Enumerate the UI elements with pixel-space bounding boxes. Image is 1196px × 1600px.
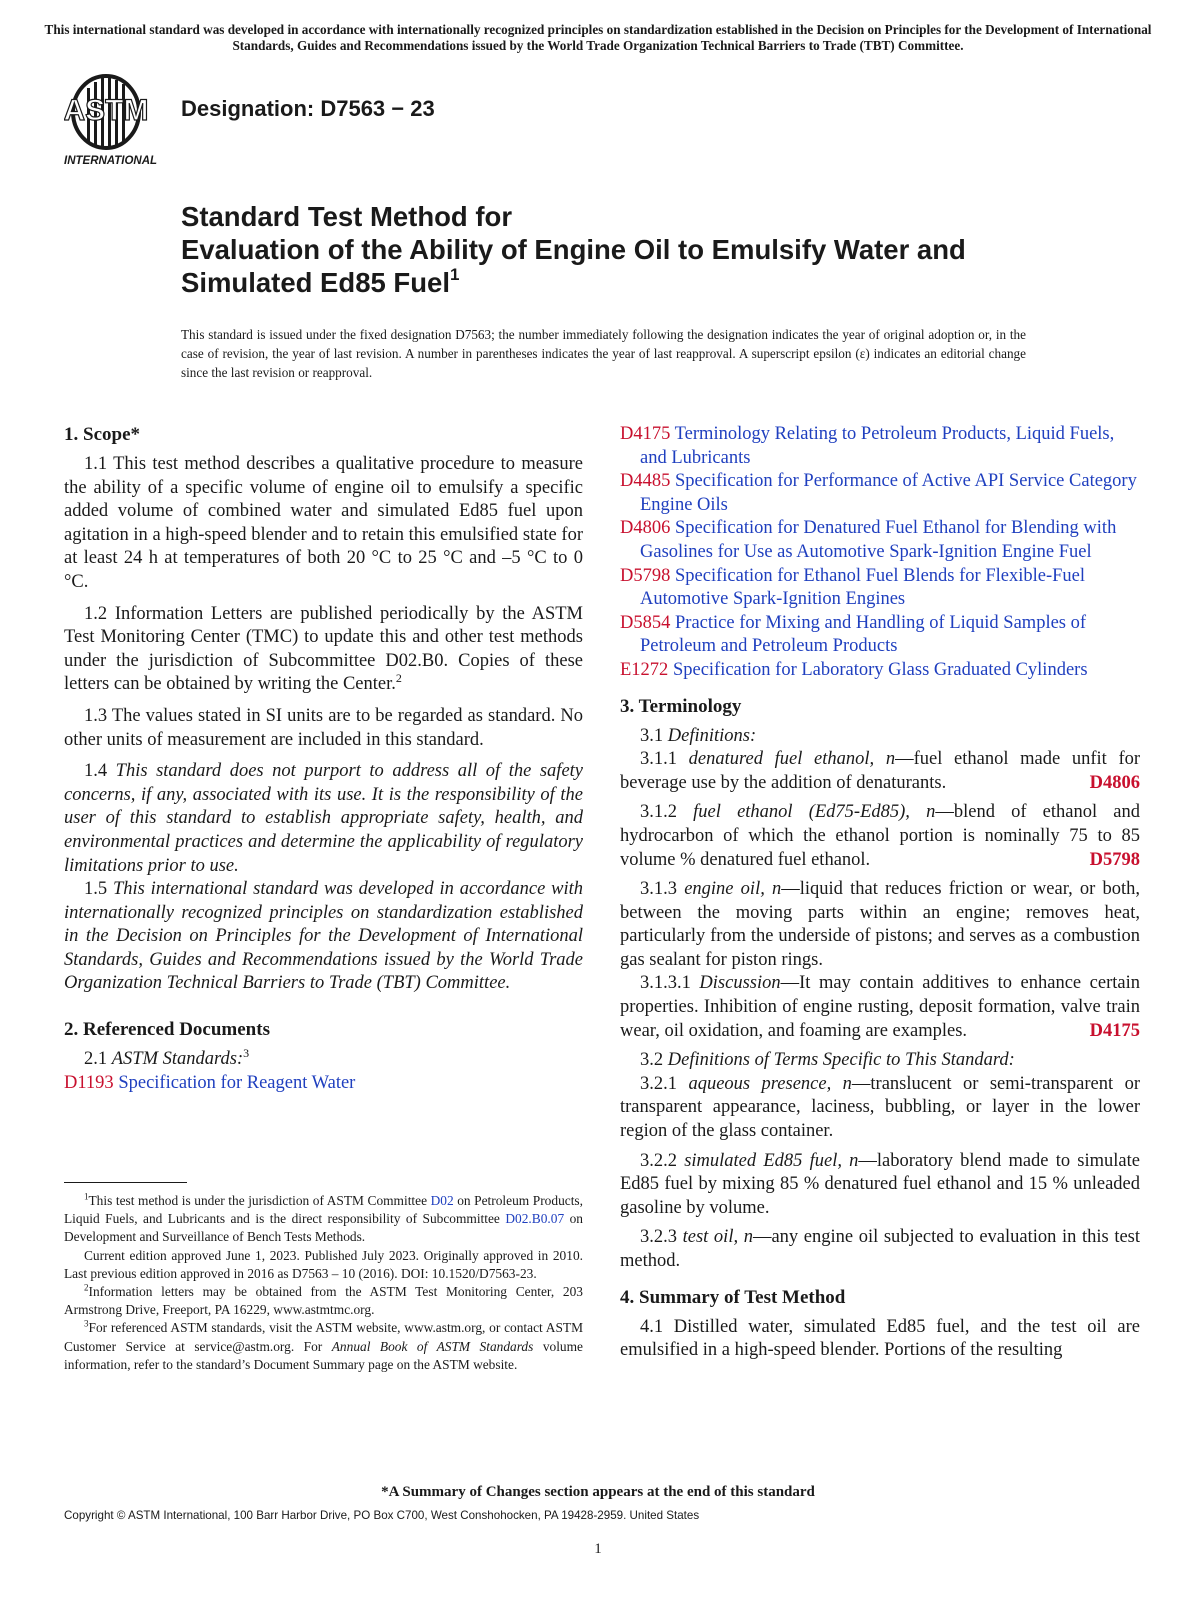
para-1-3: 1.3 The values stated in SI units are to be regarded as standard. No other units of measurement are included in this standard.	[64, 705, 583, 750]
footnote-text: on Development and Surveillance of Bench Tests Methods.	[64, 1211, 583, 1245]
ref-title[interactable]: Specification for Laboratory Glass Graduated Cylinders	[672, 659, 1088, 680]
term-num: 3.2.3	[640, 1227, 677, 1248]
para-3-1-num: 3.1	[640, 725, 664, 746]
para-2-1-text: ASTM Standards:	[111, 1049, 244, 1070]
footnote-mark: 2	[84, 1282, 89, 1293]
para-3-2-num: 3.2	[640, 1050, 664, 1071]
ref-title[interactable]: Specification for Reagent Water	[118, 1072, 356, 1093]
term-definition: —blend of ethanol and hydrocarbon of which the ethanol portion is nominally 75 to 85 volume % denatured fuel ethanol.	[620, 802, 1140, 870]
astm-logo-mark	[64, 72, 166, 168]
footnote-3	[64, 1319, 583, 1374]
term-definition: —It may contain additives to enhance certain properties. Inhibition of engine rusting, deposit formation, valve train wear, oil oxidation, and foaming are examples.	[620, 973, 1140, 1041]
ref-code[interactable]: D4485	[620, 471, 671, 492]
para-1-1: 1.1 This test method describes a qualitative procedure to measure the ability of a specific volume of engine oil to emulsify a specific added volume of combined water and simulated Ed85 fuel upon agitation in a high-speed blender and to retain this emulsified state for at least 24 h at temperatures of both 20 °C to 25 °C and –5 °C to 0 °C.	[64, 454, 583, 592]
footnote-mark: 3	[84, 1318, 89, 1329]
term-3-2-2	[620, 1150, 1140, 1221]
title-line-1: Standard Test Method for	[181, 201, 513, 232]
term-definition: —fuel ethanol made unfit for beverage use by the addition of denaturants.	[620, 749, 1141, 793]
ref-item-d4806[interactable]	[620, 517, 1140, 564]
term-3-1-1	[620, 748, 1140, 795]
page-number: 1	[594, 1541, 602, 1557]
footnote-1	[64, 1192, 583, 1247]
term-num: 3.1.3	[640, 879, 677, 900]
ref-code[interactable]: D4175	[620, 424, 671, 444]
para-1-2	[64, 603, 583, 697]
issued-note: This standard is issued under the fixed designation D7563; the number immediately following the designation indicates the year of original adoption or, in the case of revision, the year of last revision. A number in parentheses indicates the year of last reapproval. A superscript epsilon (ε) indicates an editorial change since the last revision or reapproval.	[181, 327, 1026, 380]
ref-item-d4175[interactable]	[620, 423, 1140, 470]
term-3-2-1	[620, 1073, 1140, 1144]
footnote-edition: Current edition approved June 1, 2023. Published July 2023. Originally approved in 2010. Last previous edition approved in 2016 as D7563 – 10 (2016). DOI: 10.1520/D7563-23.	[64, 1247, 583, 1281]
ref-code[interactable]: D5798	[620, 565, 671, 586]
term-source-ref[interactable]: D4806	[1089, 772, 1140, 793]
right-column	[620, 423, 1140, 1363]
link-d02-b0-07[interactable]: D02.B0.07	[505, 1211, 565, 1227]
term-name: engine oil, n	[684, 879, 782, 900]
footnote-ref-3[interactable]: 3	[243, 1045, 250, 1060]
ref-title[interactable]: Specification for Ethanol Fuel Blends for Flexible-Fuel Automotive Spark-Ignition Engines	[640, 565, 1085, 610]
summary-of-changes-note: *A Summary of Changes section appears at the end of this standard	[381, 1484, 815, 1500]
term-3-2-3	[620, 1226, 1140, 1273]
footnote-text: Information letters may be obtained from the ASTM Test Monitoring Center, 203 Armstrong Drive, Freeport, PA 16229, www.astmtmc.org.	[64, 1284, 583, 1318]
term-source-ref[interactable]: D4175	[1089, 1020, 1140, 1041]
footnote-text: volume information, refer to the standard’s Document Summary page on the ASTM website.	[64, 1338, 583, 1372]
para-4-1: 4.1 Distilled water, simulated Ed85 fuel, and the test oil are emulsified in a high-speed blender. Portions of the resulting	[620, 1316, 1140, 1361]
term-name: denatured fuel ethanol, n	[688, 749, 896, 770]
left-column	[64, 423, 583, 1095]
wto-notice: This international standard was developed in accordance with internationally recognized principles on standardization established in the Decision on Principles for the Development of International Standards, Guides and Recommendations issued by the World Trade Organization Technical Barriers to Trade (TBT) Committee.	[44, 22, 1152, 53]
term-name: simulated Ed85 fuel, n	[684, 1150, 859, 1171]
term-num: 3.1.1	[640, 749, 677, 770]
ref-title[interactable]: Specification for Performance of Active API Service Category Engine Oils	[640, 471, 1137, 515]
title-line-2: Evaluation of the Ability of Engine Oil to Emulsify Water and Simulated Ed85 Fuel	[181, 234, 966, 298]
footnotes	[64, 1192, 583, 1374]
para-3-2	[620, 1049, 1140, 1073]
copyright: Copyright © ASTM International, 100 Barr Harbor Drive, PO Box C700, West Conshohocken, PA 19428-2959. United States	[64, 1509, 700, 1522]
para-1-4-text: This standard does not purport to address all of the safety concerns, if any, associated with its use. It is the responsibility of the user of this standard to establish appropriate safety, health, and environmental practices and determine the applicability of regulatory limitations prior to use.	[64, 761, 584, 876]
term-num: 3.1.3.1	[640, 973, 691, 994]
ref-title[interactable]: Practice for Mixing and Handling of Liquid Samples of Petroleum and Petroleum Products	[640, 612, 1087, 657]
terminology-heading: 3. Terminology	[620, 695, 742, 717]
para-2-1-num: 2.1	[84, 1049, 108, 1070]
title-footnote-mark: 1	[449, 264, 460, 284]
term-definition: —laboratory blend made to simulate Ed85 fuel by mixing 85 % denatured fuel ethanol and 15 % unleaded gasoline by volume.	[620, 1150, 1140, 1218]
footnote-mark: 1	[84, 1191, 89, 1202]
footnote-2	[64, 1283, 583, 1319]
para-2-1	[64, 1045, 583, 1072]
term-name: test oil, n	[682, 1227, 753, 1248]
para-1-4	[64, 760, 583, 878]
astm-logo	[64, 72, 166, 168]
designation: Designation: D7563 − 23	[181, 96, 435, 121]
term-name: Discussion	[699, 973, 781, 994]
para-1-4-num: 1.4	[84, 761, 108, 782]
term-source-ref[interactable]: D5798	[1089, 849, 1140, 870]
ref-item-e1272[interactable]	[620, 659, 1140, 683]
para-1-5-num: 1.5	[84, 879, 108, 900]
logo-subtitle: INTERNATIONAL	[64, 155, 158, 167]
footnote-divider	[64, 1182, 187, 1183]
title-main	[181, 233, 1081, 299]
para-1-2-text: 1.2 Information Letters are published periodically by the ASTM Test Monitoring Center (TMC) to update this and other test methods under the jurisdiction of Subcommittee D02.B0. Copies of these letters can be obtained by writing the Center.	[64, 603, 583, 695]
para-3-1-text: Definitions:	[667, 725, 757, 746]
term-num: 3.2.1	[640, 1073, 677, 1094]
term-num: 3.1.2	[640, 802, 677, 823]
para-3-1	[620, 725, 1140, 749]
ref-code[interactable]: D4806	[620, 518, 671, 539]
ref-code[interactable]: E1272	[620, 659, 669, 680]
footnote-italic: Annual Book of ASTM Standards	[331, 1338, 534, 1354]
term-3-1-3-1	[620, 972, 1140, 1043]
scope-heading: 1. Scope*	[64, 424, 140, 445]
term-definition: —liquid that reduces friction or wear, or both, between the moving parts within an engine; removes heat, particularly from the underside of pistons; and serves as a combustion gas sealant for piston rings.	[620, 879, 1141, 970]
para-1-5	[64, 878, 583, 996]
document-title	[181, 200, 1081, 299]
ref-code[interactable]: D5854	[620, 612, 671, 633]
footnote-text: For referenced ASTM standards, visit the ASTM website, www.astm.org, or contact ASTM Customer Service at service@astm.org. For	[64, 1320, 583, 1354]
refdocs-heading: 2. Referenced Documents	[64, 1019, 270, 1041]
term-definition: —any engine oil subjected to evaluation in this test method.	[620, 1227, 1141, 1271]
footnote-text: This test method is under the jurisdiction of ASTM Committee	[88, 1193, 431, 1208]
ref-title[interactable]: Terminology Relating to Petroleum Products, Liquid Fuels, and Lubricants	[640, 424, 1115, 468]
footnote-ref-2[interactable]: 2	[395, 671, 402, 686]
para-1-5-text: This international standard was developed in accordance with internationally recognized principles on standardization established in the Decision on Principles for the Development of International Standards, Guides and Recommendations issued by the World Trade Organization Technical Barriers to Trade (TBT) Committee.	[64, 879, 584, 994]
ref-item-d5854[interactable]	[620, 612, 1140, 659]
ref-code[interactable]: D1193	[64, 1072, 114, 1093]
term-name: fuel ethanol (Ed75-Ed85), n	[693, 802, 936, 823]
ref-item-d4485[interactable]	[620, 470, 1140, 517]
link-d02[interactable]: D02	[430, 1193, 454, 1208]
logo-wordmark: ASTM	[64, 94, 149, 127]
footnote-text: on Petroleum Products, Liquid Fuels, and Lubricants and is the direct responsibility of Subcommittee	[64, 1193, 583, 1227]
ref-item-d5798[interactable]	[620, 565, 1140, 612]
term-num: 3.2.2	[640, 1150, 677, 1171]
term-name: aqueous presence, n	[688, 1073, 852, 1094]
ref-title[interactable]: Specification for Denatured Fuel Ethanol for Blending with Gasolines for Use as Automotive Spark-Ignition Engine Fuel	[640, 518, 1117, 562]
term-3-1-2	[620, 801, 1140, 872]
summary-heading: 4. Summary of Test Method	[620, 1286, 846, 1308]
term-definition: —translucent or semi-transparent or transparent appearance, laciness, bubbling, or layer in the lower region of the glass container.	[620, 1073, 1140, 1142]
term-3-1-3	[620, 878, 1140, 972]
para-3-2-text: Definitions of Terms Specific to This Standard:	[667, 1050, 1015, 1071]
ref-item-d1193[interactable]	[64, 1072, 583, 1096]
